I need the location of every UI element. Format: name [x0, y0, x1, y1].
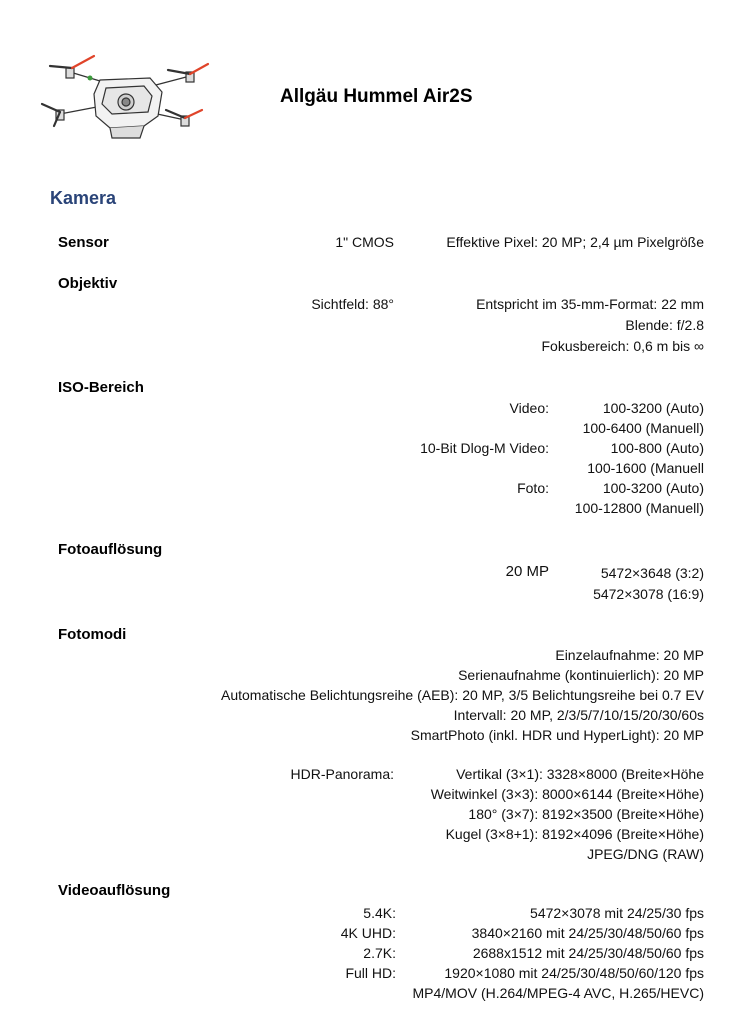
fotomodi-line: Einzelaufnahme: 20 MP [555, 647, 704, 663]
iso-label-video: Video: [509, 400, 549, 416]
fotomodi-panorama-label: HDR-Panorama: [290, 766, 394, 782]
fotomodi-line: Automatische Belichtungsreihe (AEB): 20 MP, 3/5 Belichtungsreihe bei 0.7 EV [220, 687, 704, 703]
sensor-type: 1" CMOS [335, 234, 394, 250]
fotoaufloesung-heading: Fotoauflösung [58, 541, 163, 558]
video-value: 5472×3078 mit 24/25/30 fps [530, 905, 704, 921]
objektiv-heading: Objektiv [58, 275, 118, 292]
iso-foto-auto: 100-3200 (Auto) [602, 480, 704, 496]
objektiv-fokus: Fokusbereich: 0,6 m bis ∞ [541, 338, 704, 354]
iso-dlog-manuell: 100-1600 (Manuell [587, 460, 704, 476]
iso-video-manuell: 100-6400 (Manuell) [582, 420, 704, 436]
fotomodi-line: SmartPhoto (inkl. HDR und HyperLight): 20 MP [410, 727, 704, 743]
sensor-heading: Sensor [58, 234, 109, 251]
video-label: 5.4K: [363, 905, 396, 921]
fotoaufloesung-value-16-9: 5472×3078 (16:9) [593, 586, 704, 602]
iso-label-dlog: 10-Bit Dlog-M Video: [420, 440, 549, 456]
fotomodi-panorama-line: Weitwinkel (3×3): 8000×6144 (Breite×Höhe) [430, 786, 704, 802]
video-label: Full HD: [345, 965, 396, 981]
iso-dlog-auto: 100-800 (Auto) [610, 440, 704, 456]
objektiv-format: Entspricht im 35-mm-Format: 22 mm [476, 296, 704, 312]
iso-heading: ISO-Bereich [58, 379, 144, 396]
fotomodi-line: Serienaufnahme (kontinuierlich): 20 MP [458, 667, 704, 683]
fotoaufloesung-value-3-2: 5472×3648 (3:2) [600, 565, 704, 581]
fotomodi-panorama-line: JPEG/DNG (RAW) [587, 846, 704, 862]
fotomodi-line: Intervall: 20 MP, 2/3/5/7/10/15/20/30/60s [453, 707, 704, 723]
video-value: 2688x1512 mit 24/25/30/48/50/60 fps [472, 945, 704, 961]
video-label: 4K UHD: [340, 925, 396, 941]
video-format: MP4/MOV (H.264/MPEG-4 AVC, H.265/HEVC) [412, 985, 704, 1001]
sensor-pixel: Effektive Pixel: 20 MP; 2,4 µm Pixelgröße [446, 234, 704, 250]
video-value: 1920×1080 mit 24/25/30/48/50/60/120 fps [444, 965, 704, 981]
objektiv-blende: Blende: f/2.8 [625, 317, 704, 333]
objektiv-sichtfeld: Sichtfeld: 88° [311, 296, 394, 312]
section-heading-kamera: Kamera [50, 188, 117, 208]
iso-label-foto: Foto: [517, 480, 549, 496]
iso-foto-manuell: 100-12800 (Manuell) [574, 500, 704, 516]
document-title: Allgäu Hummel Air2S [280, 86, 473, 107]
drone-illustration [40, 44, 210, 154]
fotomodi-heading: Fotomodi [58, 626, 127, 643]
fotoaufloesung-mp: 20 MP [505, 563, 549, 580]
fotomodi-panorama-line: Kugel (3×8+1): 8192×4096 (Breite×Höhe) [445, 826, 704, 842]
fotomodi-panorama-line: Vertikal (3×1): 3328×8000 (Breite×Höhe [456, 766, 704, 782]
video-value: 3840×2160 mit 24/25/30/48/50/60 fps [471, 925, 704, 941]
iso-video-auto: 100-3200 (Auto) [602, 400, 704, 416]
video-label: 2.7K: [363, 945, 396, 961]
video-heading: Videoauflösung [58, 882, 171, 899]
fotomodi-panorama-line: 180° (3×7): 8192×3500 (Breite×Höhe) [468, 806, 704, 822]
